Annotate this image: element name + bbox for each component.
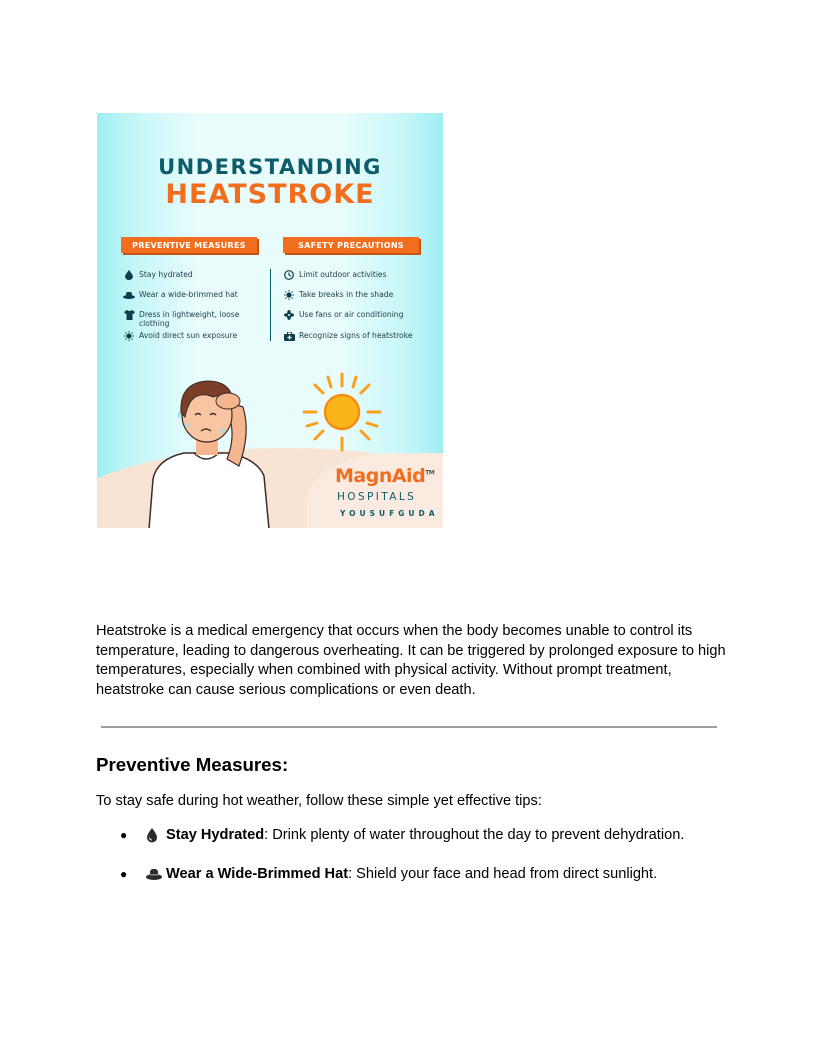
safety-precautions-label: SAFETY PRECAUTIONS xyxy=(283,237,419,253)
sun-icon xyxy=(283,290,295,300)
poster-left-item: Stay hydrated xyxy=(123,270,267,280)
sun-icon xyxy=(123,331,135,341)
poster-right-item: Recognize signs of heatstroke xyxy=(283,331,427,341)
hat-icon xyxy=(123,290,135,300)
poster-title-line2: HEATSTROKE xyxy=(165,179,375,210)
water-drop-icon xyxy=(146,828,166,843)
hospital-location: YOUSUFGUDA xyxy=(340,509,439,518)
preventive-measures-label: PREVENTIVE MEASURES xyxy=(121,237,257,253)
hat-icon xyxy=(146,868,166,880)
first-aid-kit-icon xyxy=(283,331,295,341)
sweating-person-illustration xyxy=(139,371,279,528)
poster-left-item: Dress in lightweight, loose clothing xyxy=(123,310,267,328)
list-item: ● Stay Hydrated : Drink plenty of water throughout the day to prevent dehydration. xyxy=(120,827,685,843)
heatstroke-poster xyxy=(97,113,443,528)
column-divider xyxy=(270,269,271,341)
hospital-logo-subtitle: HOSPITALS xyxy=(337,491,417,503)
bullet-icon: ● xyxy=(120,828,128,842)
intro-paragraph: Heatstroke is a medical emergency that occurs when the body becomes unable to control its temperature, leading to dangerous overheating. It can be triggered by prolonged exposure to high temperatures, especially when combined with physical activity. Without prompt treatment, heatstroke can cause serious complications or even death. xyxy=(96,623,726,698)
water-drop-icon xyxy=(123,270,135,280)
section-heading: Preventive Measures: xyxy=(96,754,289,775)
poster-left-item: Avoid direct sun exposure xyxy=(123,331,267,341)
sun-illustration xyxy=(301,371,383,453)
poster-right-item: Limit outdoor activities xyxy=(283,270,427,280)
bullet-icon: ● xyxy=(120,867,128,881)
poster-left-item: Wear a wide-brimmed hat xyxy=(123,290,267,300)
shirt-icon xyxy=(123,310,135,320)
section-intro: To stay safe during hot weather, follow these simple yet effective tips: xyxy=(96,793,542,809)
fan-icon xyxy=(283,310,295,320)
hospital-logo: MagnAid™ xyxy=(335,465,435,487)
list-item: ● Wear a Wide-Brimmed Hat : Shield your face and head from direct sunlight. xyxy=(120,866,658,882)
clock-icon xyxy=(283,270,295,280)
poster-right-item: Take breaks in the shade xyxy=(283,290,427,300)
poster-title-line1: UNDERSTANDING xyxy=(158,155,382,179)
horizontal-divider xyxy=(101,726,717,728)
poster-right-item: Use fans or air conditioning xyxy=(283,310,427,320)
